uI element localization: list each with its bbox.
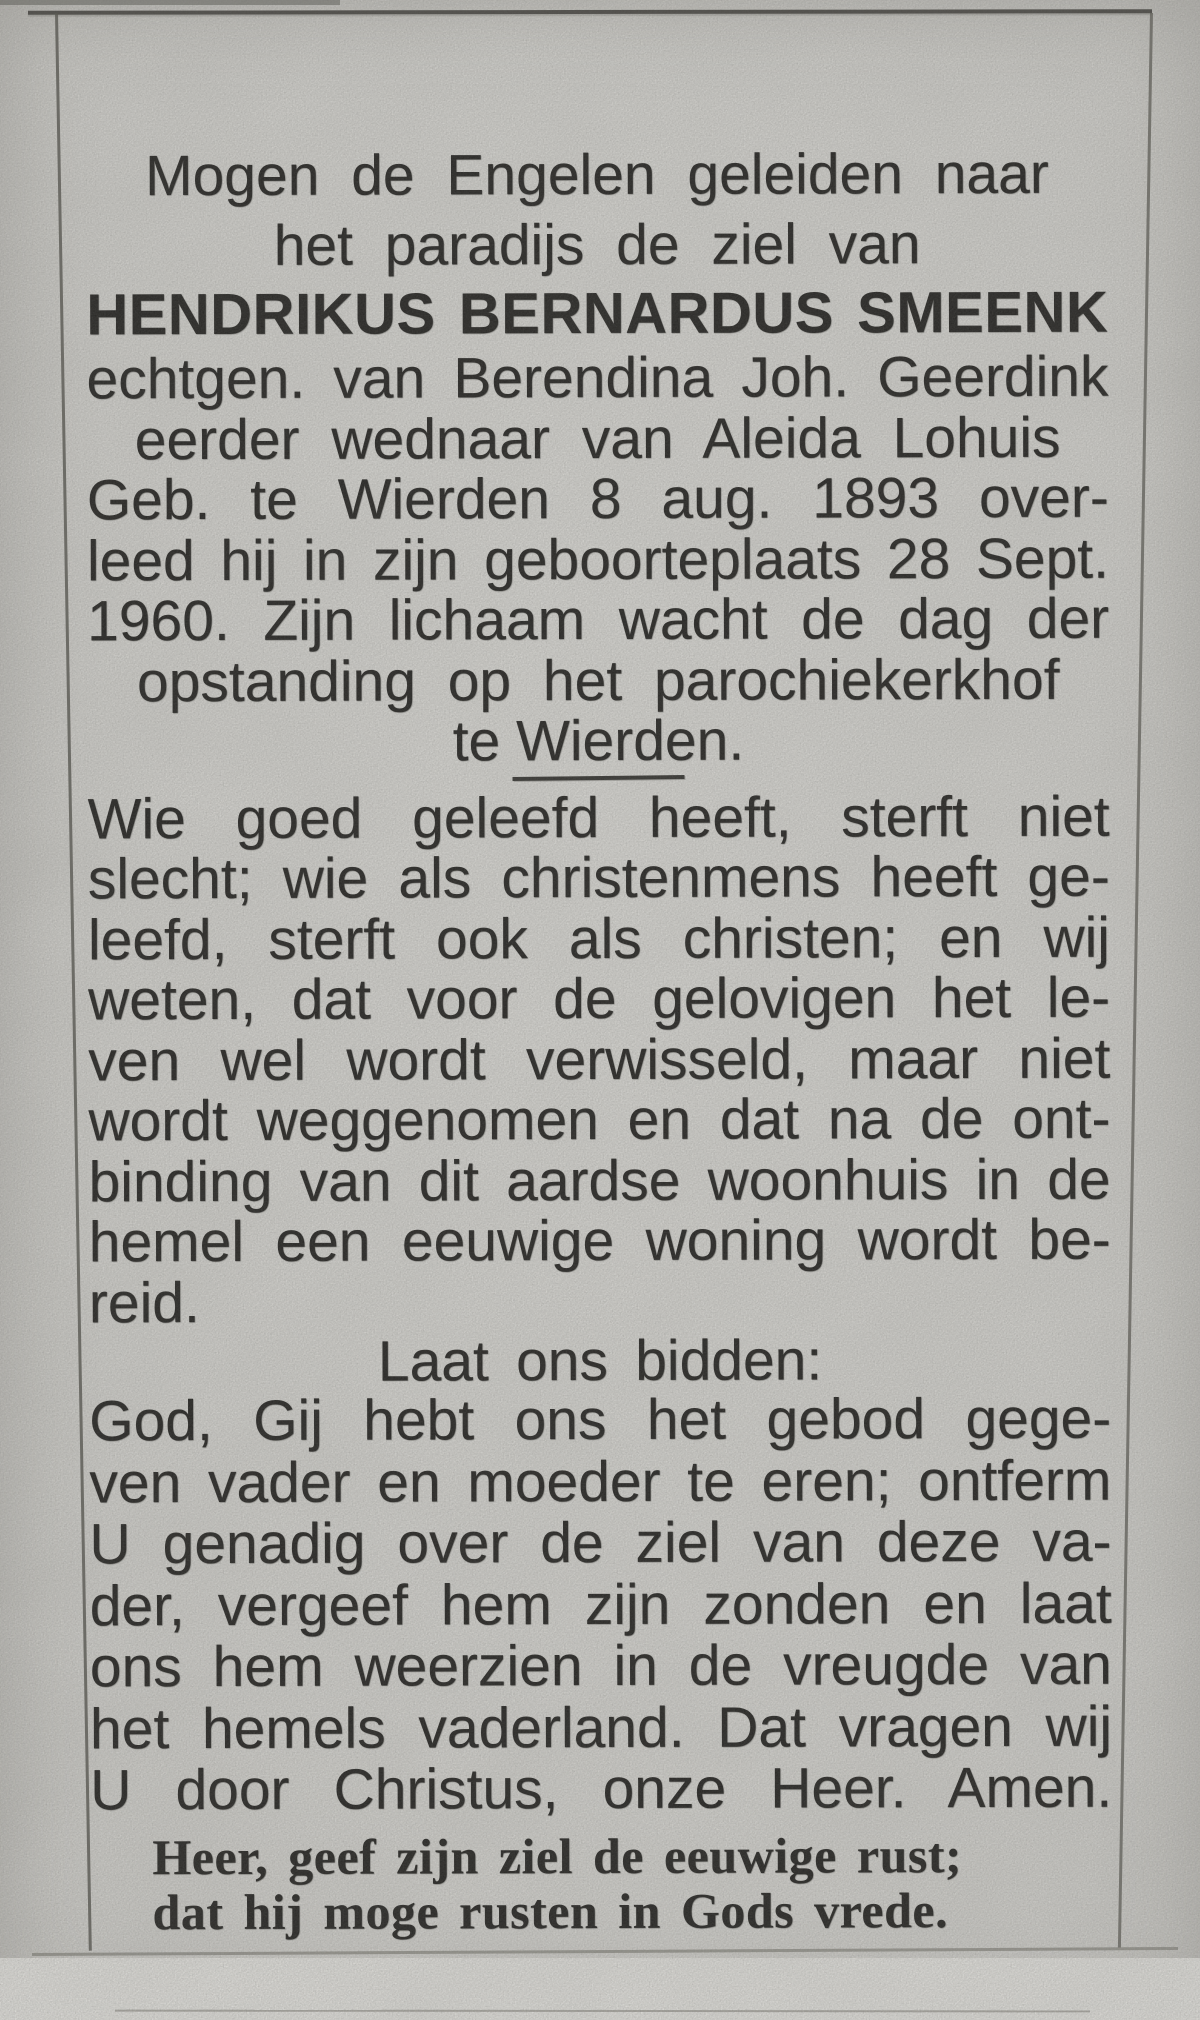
bio-line: te Wierden. — [452, 708, 745, 774]
reflection-line: weten, dat voor de gelovigen het le- — [87, 965, 1111, 1033]
bio-line: opstanding op het parochiekerkhof — [136, 647, 1060, 714]
deceased-name: HENDRIKUS BERNARDUS SMEENK — [86, 279, 1109, 348]
card-border-bottom — [32, 1947, 1178, 1956]
prayer-line: der, vergeef hem zijn zonden en laat — [89, 1571, 1112, 1638]
reflection-line: Wie goed geleefd heeft, sterft niet — [87, 784, 1110, 851]
bio-line: eerder wednaar van Aleida Lohuis — [134, 405, 1061, 472]
intro-line: het paradijs de ziel van — [273, 212, 921, 278]
section-divider — [512, 775, 684, 781]
prayer-line: ons hem weerzien in de vreugde van — [89, 1632, 1112, 1700]
reflection-line: binding van dit aardse woonhuis in de — [88, 1147, 1111, 1214]
bio-line: 1960. Zijn lichaam wacht de dag der — [87, 586, 1110, 654]
intro-line: Mogen de Engelen geleiden naar — [144, 141, 1049, 209]
closing-line: Heer, geef zijn ziel de eeuwige rust; — [152, 1826, 963, 1885]
reflection-line: hemel een eeuwige woning wordt be- — [88, 1207, 1111, 1275]
reflection-line: ven wel wordt verwisseld, maar niet — [88, 1026, 1111, 1093]
bio-line: echtgen. van Berendina Joh. Geerdink — [86, 344, 1109, 412]
prayer-line: ven vader en moeder te eren; ontferm — [89, 1448, 1112, 1515]
prayer-line: God, Gij hebt ons het gebod gege- — [89, 1386, 1112, 1454]
prayer-heading: Laat ons bidden: — [377, 1328, 823, 1394]
bio-line: leed hij in zijn geboorteplaats 28 Sept. — [86, 526, 1110, 593]
card-border-right — [1118, 13, 1153, 1948]
prayer-line: het hemels vaderland. Dat vragen wij — [89, 1694, 1113, 1761]
bio-line: Geb. te Wierden 8 aug. 1893 over- — [86, 465, 1109, 533]
reflection-line: leefd, sterft ook als christen; en wij — [87, 905, 1111, 972]
reflection-line: wordt weggenomen en dat na de ont- — [88, 1086, 1111, 1154]
closing-verse — [152, 1827, 1112, 1940]
closing-line: dat hij moge rusten in Gods vrede. — [152, 1881, 949, 1940]
prayer-line: U door Christus, onze Heer. Amen. — [90, 1755, 1113, 1823]
reflection-line: slecht; wie als christenmens heeft ge- — [87, 844, 1110, 912]
prayer-line: U genadig over de ziel van deze va- — [89, 1509, 1112, 1577]
reflection-line: reid. — [88, 1270, 200, 1335]
card-text-block — [85, 0, 1112, 1940]
